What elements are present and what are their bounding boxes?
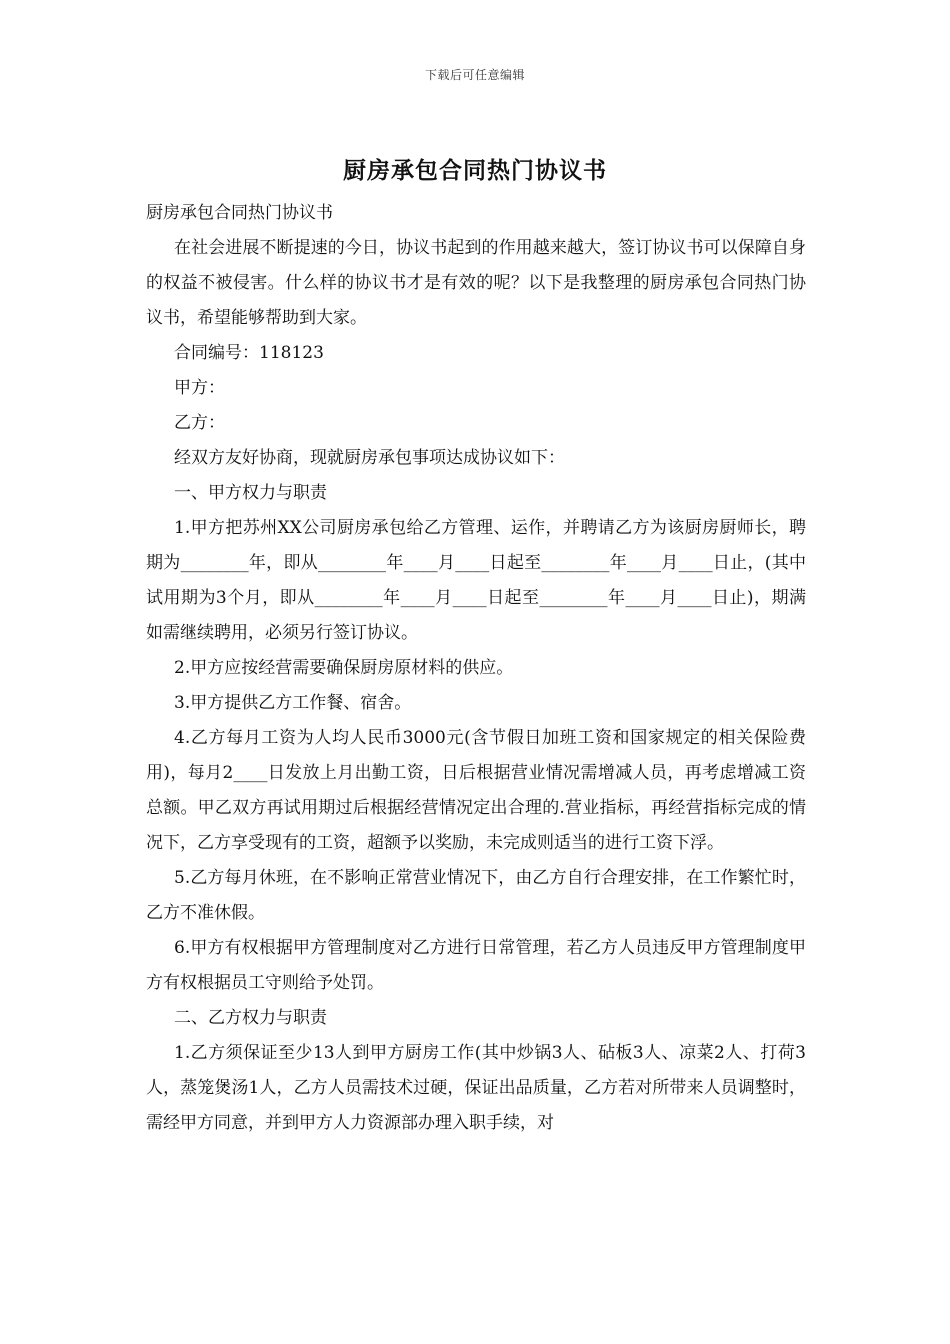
clause-a-4: 4.乙方每月工资为人均人民币3000元(含节假日加班工资和国家规定的相关保险费用)，每月2____日发放上月出勤工资，日后根据营业情况需增减人员，再考虑增减工资总额。甲乙双方再试用期过后根据经营情况定出合理的.营业指标，再经营指标完成的情况下，乙方享受现有的工资，超额予以奖励，未完成则适当的进行工资下浮。 xyxy=(146,728,806,853)
paragraph-agreement-intro: 经双方友好协商，现就厨房承包事项达成协议如下： xyxy=(174,448,565,468)
paragraph-intro: 在社会进展不断提速的今日，协议书起到的作用越来越大，签订协议书可以保障自身的权益不被侵害。什么样的协议书才是有效的呢？以下是我整理的厨房承包合同热门协议书，希望能够帮助到大家。 xyxy=(146,238,806,328)
paragraph-party-a: 甲方： xyxy=(174,378,225,398)
section-heading-party-a: 一、甲方权力与职责 xyxy=(174,483,327,503)
header-note: 下载后可任意编辑 xyxy=(424,68,525,82)
clause-a-1: 1.甲方把苏州XX公司厨房承包给乙方管理、运作，并聘请乙方为该厨房厨师长，聘期为________年，即从________年____月____日起至________年____月____日止，(其中试用期为3个月，即从________年____月____日起至________年____月____日止)，期满如需继续聘用，必须另行签订协议。 xyxy=(146,518,806,643)
clause-a-2: 2.甲方应按经营需要确保厨房原材料的供应。 xyxy=(174,658,514,678)
document-body xyxy=(146,196,806,1141)
clause-a-6: 6.甲方有权根据甲方管理制度对乙方进行日常管理，若乙方人员违反甲方管理制度甲方有权根据员工守则给予处罚。 xyxy=(146,938,806,993)
paragraph-contract-number: 合同编号：118123 xyxy=(174,343,324,363)
paragraph-subtitle: 厨房承包合同热门协议书 xyxy=(146,203,333,223)
paragraph-party-b: 乙方： xyxy=(174,413,225,433)
clause-a-5: 5.乙方每月休班，在不影响正常营业情况下，由乙方自行合理安排，在工作繁忙时，乙方不准休假。 xyxy=(146,868,806,923)
clause-b-1: 1.乙方须保证至少13人到甲方厨房工作(其中炒锅3人、砧板3人、凉菜2人、打荷3人，蒸笼煲汤1人，乙方人员需技术过硬，保证出品质量，乙方若对所带来人员调整时，需经甲方同意，并到甲方人力资源部办理入职手续，对 xyxy=(146,1043,806,1133)
section-heading-party-b: 二、乙方权力与职责 xyxy=(174,1008,327,1028)
clause-a-3: 3.甲方提供乙方工作餐、宿舍。 xyxy=(174,693,412,713)
document-title: 厨房承包合同热门协议书 xyxy=(343,157,607,184)
